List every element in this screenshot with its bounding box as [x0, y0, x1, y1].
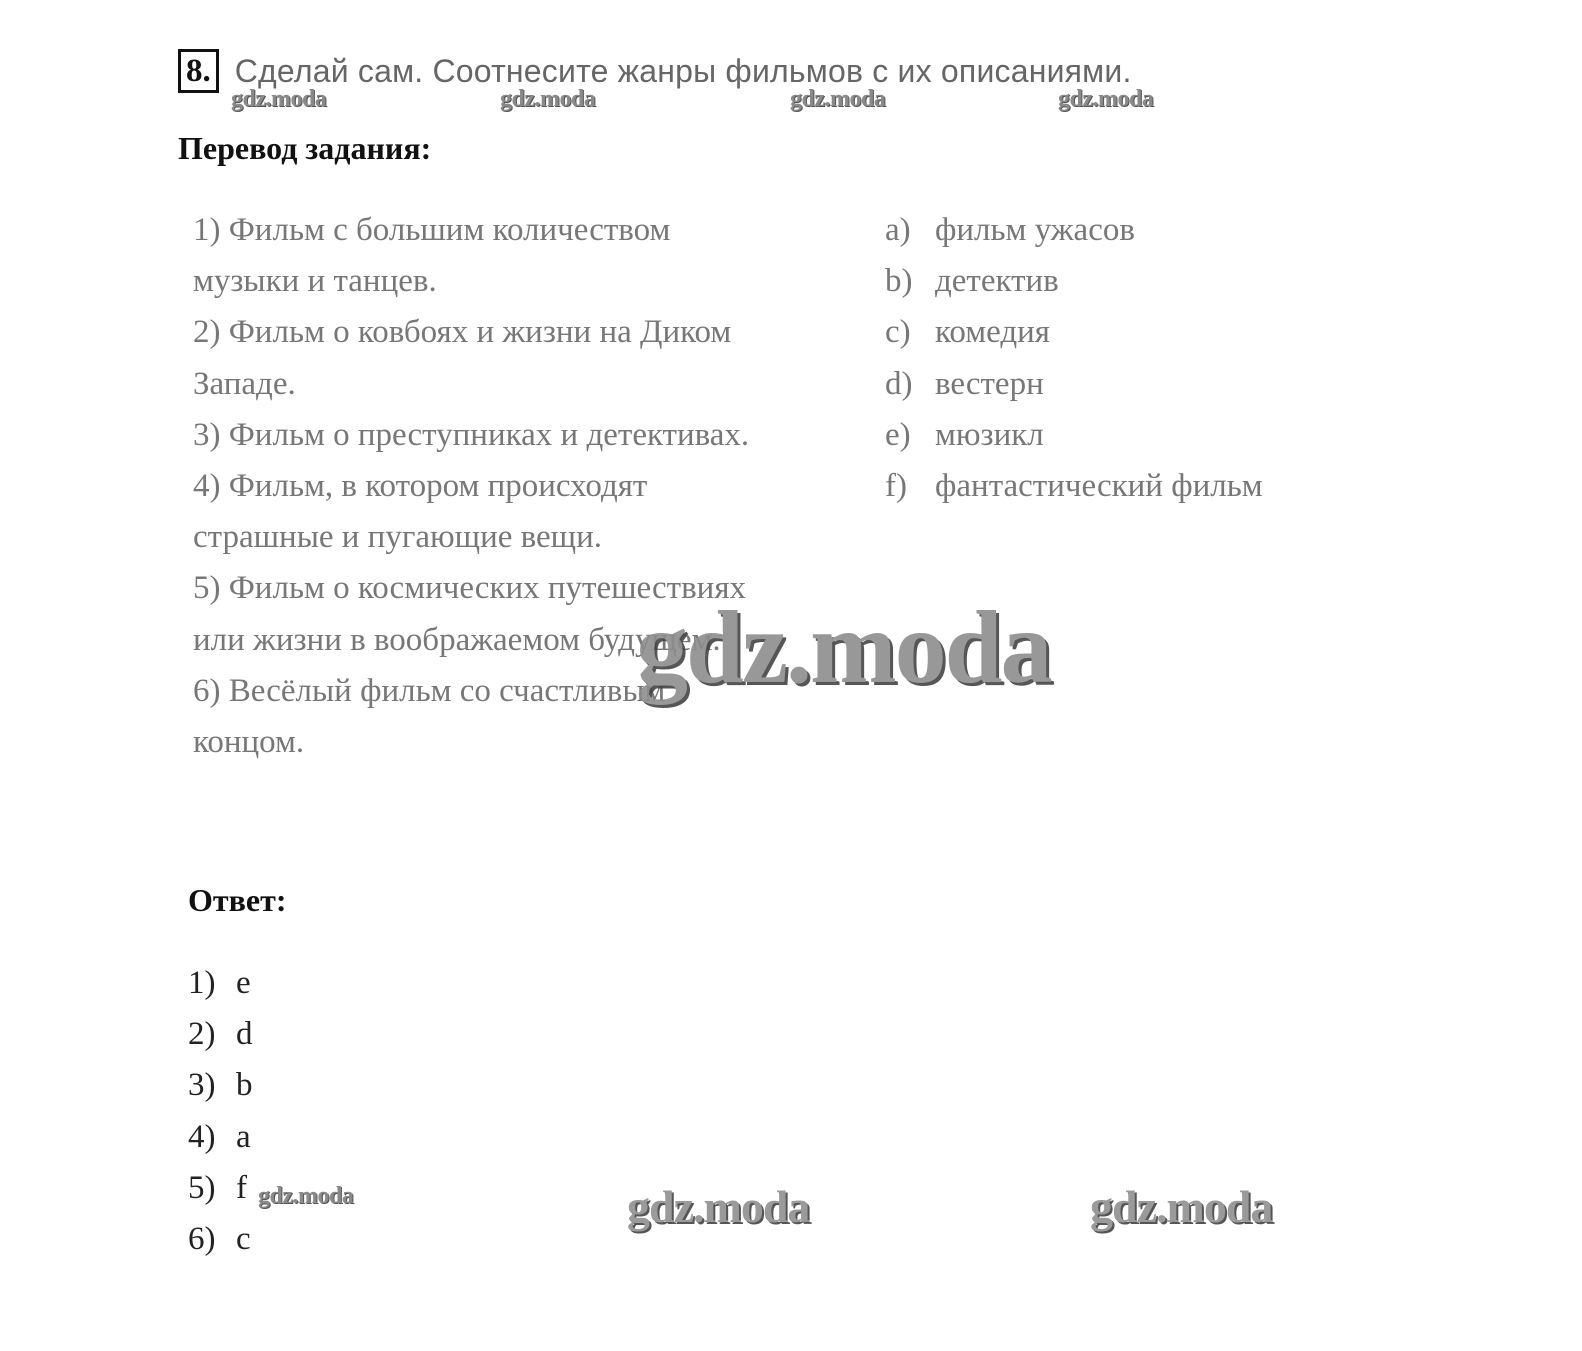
task-number: 8.	[178, 49, 219, 93]
watermark: gdz.moda	[258, 1183, 354, 1209]
genre-text: детектив	[935, 263, 1059, 300]
task-title: Сделай сам. Соотнесите жанры фильмов с их описаниями.	[234, 52, 1132, 89]
genre-text: фантастический фильм	[935, 468, 1263, 505]
answer-item	[188, 1163, 253, 1214]
answer-list	[188, 958, 253, 1265]
genre-item	[885, 256, 1263, 307]
answer-number: 2)	[188, 1016, 216, 1053]
answer-letter: a	[236, 1118, 251, 1155]
genre-letter: c)	[885, 314, 911, 351]
genre-item	[885, 359, 1263, 410]
description-item: 4) Фильм, в котором происходят страшные и пугающие вещи.	[193, 468, 648, 556]
watermark: gdz.moda	[1058, 86, 1154, 112]
answer-heading: Ответ:	[188, 882, 287, 918]
watermark: gdz.moda	[231, 86, 327, 112]
answer-number: 6)	[188, 1221, 216, 1258]
answer-letter: e	[236, 965, 251, 1001]
watermark: gdz.moda	[500, 86, 596, 112]
genre-text: мюзикл	[935, 416, 1044, 453]
genre-item	[885, 307, 1263, 358]
genre-letter: b)	[885, 263, 913, 300]
answer-letter: d	[236, 1016, 253, 1053]
description-item: 1) Фильм с большим количеством музыки и танцев.	[193, 212, 671, 300]
answer-item	[188, 1009, 253, 1060]
translation-heading: Перевод задания:	[178, 130, 432, 166]
genre-text: фильм ужасов	[935, 212, 1135, 248]
watermark-large: gdz.moda	[636, 590, 1051, 705]
answer-number: 4)	[188, 1118, 216, 1155]
watermark: gdz.moda	[627, 1181, 810, 1232]
genre-letter: e)	[885, 416, 911, 453]
description-item: 2) Фильм о ковбоях и жизни на Диком Западе.	[193, 314, 732, 402]
genre-letter: a)	[885, 212, 911, 248]
genre-text: комедия	[935, 314, 1050, 351]
answer-number: 3)	[188, 1067, 216, 1104]
answer-letter: b	[236, 1067, 253, 1104]
genre-list	[885, 205, 1263, 512]
answer-item	[188, 1112, 253, 1163]
description-item: 6) Весёлый фильм со счастливым концом.	[193, 672, 666, 761]
answer-item	[188, 1214, 253, 1265]
genre-item	[885, 205, 1263, 256]
answer-number: 5)	[188, 1169, 216, 1206]
answer-item	[188, 958, 253, 1009]
watermark: gdz.moda	[1090, 1181, 1273, 1232]
answer-item	[188, 1060, 253, 1111]
answer-letter: c	[236, 1221, 251, 1258]
genre-item	[885, 461, 1263, 512]
answer-letter: f	[236, 1169, 247, 1206]
genre-letter: d)	[885, 365, 913, 402]
genre-item	[885, 410, 1263, 461]
description-item: 5) Фильм о космических путешествиях или жизни в воображаемом будущем.	[193, 570, 746, 658]
genre-text: вестерн	[935, 365, 1044, 402]
description-item: 3) Фильм о преступниках и детективах.	[193, 416, 750, 453]
watermark: gdz.moda	[790, 86, 886, 112]
answer-number: 1)	[188, 965, 216, 1001]
genre-letter: f)	[885, 468, 907, 505]
